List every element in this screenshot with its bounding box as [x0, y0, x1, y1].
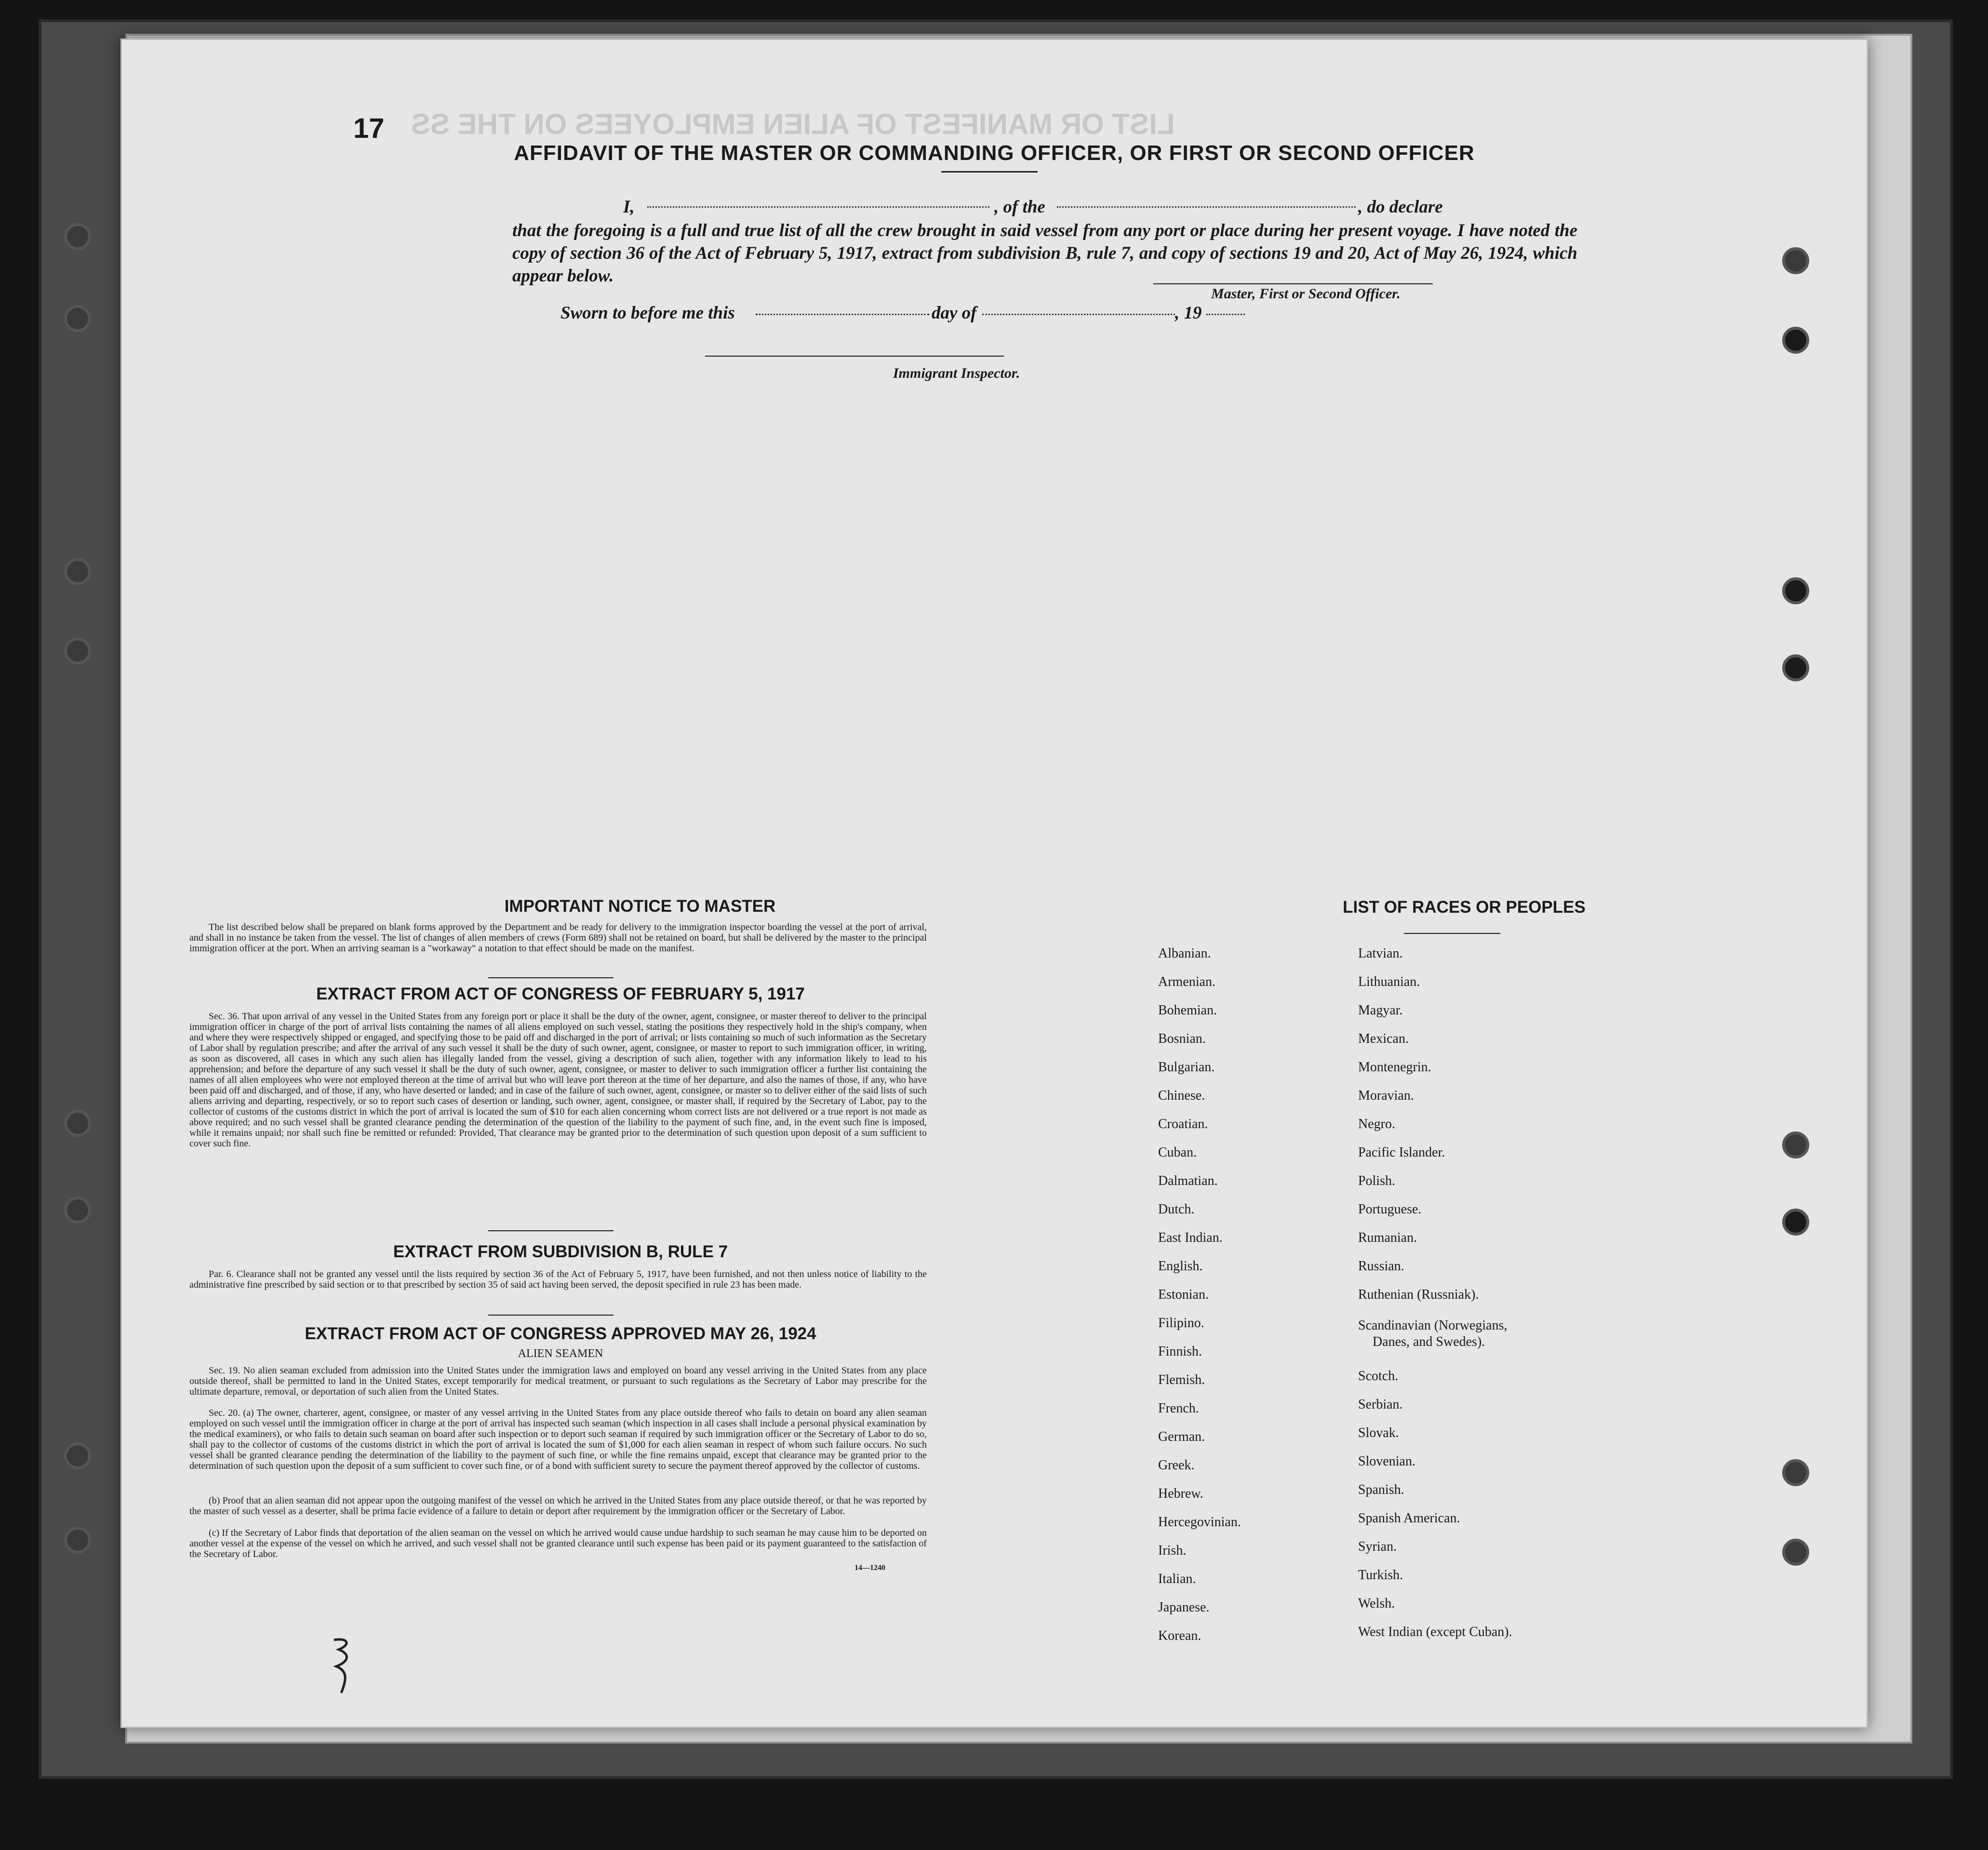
binder-hole-left: [64, 558, 91, 585]
handwritten-mark: [329, 1635, 368, 1703]
binder-hole-right: [1782, 247, 1809, 274]
affidavit-title: AFFIDAVIT OF THE MASTER OR COMMANDING OFFICER, OR FIRST OR SECOND OFFICER: [514, 141, 1475, 165]
inspector-label: Immigrant Inspector.: [893, 365, 1020, 381]
race-item: Magyar.: [1358, 1003, 1403, 1018]
binder-hole-left: [64, 223, 91, 250]
bleed-through: LIST OR MANIFEST OF ALIEN EMPLOYEES ON THE SS: [411, 108, 1175, 140]
race-item: Hebrew.: [1158, 1486, 1203, 1501]
extract-rule7-title: EXTRACT FROM SUBDIVISION B, RULE 7: [393, 1242, 728, 1261]
race-item: Danes, and Swedes).: [1373, 1334, 1485, 1349]
binder-hole-left: [64, 305, 91, 332]
race-item: Irish.: [1158, 1543, 1187, 1558]
extract-1924-sec20a: Sec. 20. (a) The owner, charterer, agent, consignee, or master of any vessel arriving in the United States from any place outside thereof who fails to detain on board any alien seaman employed on such vessel until the immigration officer in charge at the port of arrival has inspected such seaman (which inspection in all cases shall include a personal physical examination by the medical examiners), or who fails to detain such seaman on board after such inspection or to deport such seaman if required by such immigration officer or the Secretary of Labor to do so, shall pay to the collector of customs of the customs district in which the port of arrival is located the sum of $1,000 for each alien seaman in respect of whom such failure occurs. No such vessel shall be granted clearance pending the determination of the liability to the payment of such fine, or while the fine remains unpaid, except that clearance may be granted prior to the determination of such question upon the deposit of a sum sufficient to cover such fine, or of a bond with sufficient surety to secure the payment thereof approved by the collector of customs.: [189, 1408, 927, 1471]
race-item: German.: [1158, 1429, 1205, 1444]
race-item: Estonian.: [1158, 1287, 1209, 1302]
race-item: Bosnian.: [1158, 1031, 1206, 1046]
inspector-signature-line[interactable]: [705, 356, 1004, 357]
extract-1924-sec20c: (c) If the Secretary of Labor finds that deportation of the alien seaman on the vessel on which he arrived would cause undue hardship to such seaman he may cause him to be deported on another vessel at the expense of the vessel on which he arrived, and such vessel shall not be granted clearance until such expense has been paid or its payment guaranteed to the satisfaction of the Secretary of Labor.: [189, 1528, 927, 1559]
race-item: Polish.: [1358, 1173, 1396, 1188]
vessel-blank[interactable]: [1057, 206, 1356, 208]
binder-hole-left: [64, 1110, 91, 1137]
form-number: 14—1240: [854, 1564, 885, 1572]
race-item: Rumanian.: [1358, 1230, 1417, 1245]
binder-hole-right: [1782, 654, 1809, 681]
race-item: Hercegovinian.: [1158, 1515, 1241, 1530]
race-item: Ruthenian (Russniak).: [1358, 1287, 1479, 1302]
extract-1924-subtitle: ALIEN SEAMEN: [518, 1347, 603, 1360]
race-item: Scotch.: [1358, 1369, 1399, 1384]
race-item: Mexican.: [1358, 1031, 1409, 1046]
notice-text: The list described below shall be prepared on blank forms approved by the Department and be ready for delivery to the immigration inspector boarding the vessel at the port of arrival, and shall in no instance be taken from the vessel. The list of changes of alien members of crews (Form 689) shall not be retained on board, but shall be delivered by the master to the principal immigration officer at the port. When an arriving seaman is a "workaway" a notation to that effect should be made on the manifest.: [189, 922, 927, 954]
race-item: Syrian.: [1358, 1539, 1397, 1554]
race-item: Latvian.: [1358, 946, 1403, 961]
race-item: Russian.: [1358, 1259, 1404, 1274]
binder-hole-right: [1782, 327, 1809, 354]
extract-1917-text: Sec. 36. That upon arrival of any vessel in the United States from any foreign port or place it shall be the duty of the owner, agent, consignee, or master thereof to deliver to the principal immigration officer in charge of the port of arrival lists containing the names of all aliens employed on such vessel, stating the positions they respectively hold in the ship's company, when and where they were respectively shipped or engaged, and specifying those to be paid off and discharged in the port of arrival; or lists containing so much of such information as the Secretary of Labor shall by regulation prescribe; and after the arrival of any such vessel it shall be the duty of such owner, agent, consignee, or master to report to such immigration officer, in writing, as soon as discovered, all cases in which any such alien has illegally landed from the vessel, giving a description of such alien, together with any information likely to lead to his apprehension; and before the departure of any such vessel it shall be the duty of such owner, agent, consignee, or master to deliver to such immigration officer a further list containing the names of all alien employees who were not employed thereon at the time of arrival but who will leave port thereon at the time of her departure, and also the names of those, if any, who have been paid off and discharged, and of those, if any, who have deserted or landed; and in case of the failure of such owner, agent, consignee, or master so to deliver either of the said lists of such aliens arriving and departing, respectively, or so to report such cases of desertion or landing, such owner, agent, consignee, or master shall, if required by the Secretary of Labor, pay to the collector of customs of the customs district in which the port of arrival is located the sum of $10 for each alien concerning whom correct lists are not delivered or a true report is not made as above required; and no such vessel shall be granted clearance pending the determination of the question of the liability to the payment of such fine, and, in the event such fine is imposed, while it remains unpaid; nor shall such fine be remitted or refunded: Provided, That clearance may be granted prior to the determination of such question upon deposit of a sum sufficient to cover such fine.: [189, 1011, 927, 1149]
binder-hole-left: [64, 1197, 91, 1224]
race-item: Portuguese.: [1358, 1202, 1422, 1217]
binder-hole-left: [64, 1527, 91, 1554]
races-underline: [1404, 933, 1500, 934]
binder-hole-right: [1782, 1131, 1809, 1158]
race-item: Scandinavian (Norwegians,: [1358, 1318, 1508, 1333]
name-blank[interactable]: [647, 206, 989, 208]
race-item: Turkish.: [1358, 1568, 1403, 1583]
race-item: West Indian (except Cuban).: [1358, 1624, 1512, 1639]
race-item: Montenegrin.: [1358, 1060, 1431, 1075]
divider: [488, 1315, 614, 1316]
race-item: Korean.: [1158, 1628, 1201, 1643]
title-underline: [941, 171, 1038, 173]
extract-1924-title: EXTRACT FROM ACT OF CONGRESS APPROVED MAY 26, 1924: [305, 1324, 816, 1343]
race-item: Cuban.: [1158, 1145, 1197, 1160]
race-item: Filipino.: [1158, 1316, 1204, 1331]
race-item: Finnish.: [1158, 1344, 1202, 1359]
race-item: Moravian.: [1358, 1088, 1414, 1103]
signature-label: Master, First or Second Officer.: [1211, 286, 1401, 302]
race-item: Spanish American.: [1358, 1511, 1460, 1526]
affidavit-line-i: I,: [623, 197, 635, 217]
race-item: Dutch.: [1158, 1202, 1195, 1217]
race-item: Bohemian.: [1158, 1003, 1217, 1018]
sworn-year: , 19: [1175, 303, 1202, 323]
binder-hole-right: [1782, 1209, 1809, 1236]
race-item: Lithuanian.: [1358, 974, 1420, 989]
race-item: Welsh.: [1358, 1596, 1395, 1611]
binder-hole-right: [1782, 1459, 1809, 1486]
binder-hole-left: [64, 1442, 91, 1469]
binder-hole-right: [1782, 1539, 1809, 1566]
binder-hole-left: [64, 638, 91, 665]
race-item: Chinese.: [1158, 1088, 1205, 1103]
race-item: Italian.: [1158, 1571, 1196, 1586]
extract-1917-title: EXTRACT FROM ACT OF CONGRESS OF FEBRUARY 5, 1917: [316, 985, 805, 1003]
race-item: Japanese.: [1158, 1600, 1210, 1615]
sworn-prefix: Sworn to before me this: [560, 303, 735, 323]
race-item: English.: [1158, 1259, 1203, 1274]
extract-1924-sec20b: (b) Proof that an alien seaman did not appear upon the outgoing manifest of the vessel on which he arrived in the United States from any place outside thereof, or that he was reported by the master of such vessel as a deserter, shall be prima facie evidence of a failure to detain or deport after requirement by the immigration officer or the Secretary of Labor.: [189, 1495, 927, 1517]
sworn-date-blank[interactable]: [756, 314, 929, 315]
race-item: Bulgarian.: [1158, 1060, 1215, 1075]
notice-title: IMPORTANT NOTICE TO MASTER: [504, 897, 776, 916]
race-item: East Indian.: [1158, 1230, 1223, 1245]
race-item: Dalmatian.: [1158, 1173, 1218, 1188]
race-item: Pacific Islander.: [1358, 1145, 1445, 1160]
race-item: Flemish.: [1158, 1372, 1205, 1387]
affidavit-do-declare: , do declare: [1358, 197, 1443, 217]
race-item: Croatian.: [1158, 1117, 1208, 1131]
sworn-year-blank[interactable]: [1206, 314, 1245, 315]
races-title: LIST OF RACES OR PEOPLES: [1343, 898, 1586, 917]
affidavit-of-the: , of the: [994, 197, 1045, 217]
document-page: [120, 39, 1868, 1728]
affidavit-body: that the foregoing is a full and true list of all the crew brought in said vessel from any port or place during her present voyage. I have noted the copy of section 36 of the Act of February 5, 1917, extract from subdivision B, rule 7, and copy of sections 19 and 20, Act of May 26, 1924, which appear below.: [512, 221, 1577, 286]
signature-line[interactable]: [1153, 283, 1433, 284]
race-item: Greek.: [1158, 1458, 1195, 1473]
race-item: French.: [1158, 1401, 1199, 1416]
binder-hole-right: [1782, 577, 1809, 604]
divider: [488, 977, 614, 978]
sworn-day-of: day of: [932, 303, 977, 323]
race-item: Serbian.: [1358, 1397, 1403, 1412]
page-number: 17: [353, 113, 385, 144]
sworn-month-blank[interactable]: [982, 314, 1175, 315]
extract-rule7-text: Par. 6. Clearance shall not be granted any vessel until the lists required by section 36 of the Act of February 5, 1917, have been furnished, and not then unless notice of liability to the administrative fine prescribed by said section or to that prescribed by section 35 of said act having been served, the deposit specified in rule 23 has been made.: [189, 1269, 927, 1290]
race-item: Negro.: [1358, 1117, 1395, 1131]
race-item: Slovenian.: [1358, 1454, 1415, 1469]
race-item: Armenian.: [1158, 974, 1215, 989]
race-item: Albanian.: [1158, 946, 1211, 961]
race-item: Slovak.: [1358, 1425, 1399, 1440]
race-item: Spanish.: [1358, 1482, 1404, 1497]
extract-1924-sec19: Sec. 19. No alien seaman excluded from admission into the United States under the immigration laws and employed on board any vessel arriving in the United States from any place outside thereof, shall be permitted to land in the United States, except temporarily for medical treatment, or pursuant to such regulations as the Secretary of Labor may prescribe for the ultimate departure, removal, or deportation of such alien from the United States.: [189, 1365, 927, 1397]
divider: [488, 1230, 614, 1231]
